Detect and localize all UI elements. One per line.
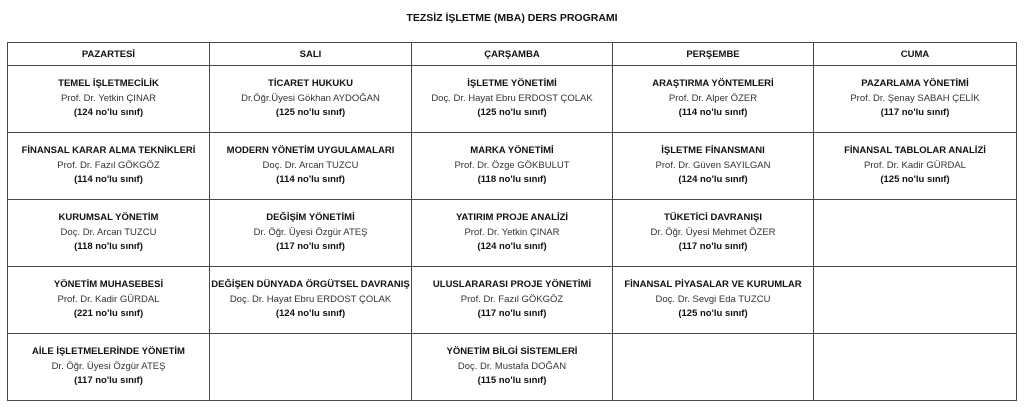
course-cell-monday [8,267,210,334]
classroom: (117 no'lu sınıf) [880,107,950,119]
instructor-name: Prof. Dr. Yetkin ÇINAR [60,92,157,104]
course-name: TEMEL İŞLETMECİLİK [58,78,159,90]
classroom: (125 no'lu sınıf) [678,308,748,320]
classroom: (115 no'lu sınıf) [477,375,547,387]
course-cell-tuesday [210,200,412,267]
classroom: (221 no'lu sınıf) [73,308,144,320]
course-name: İŞLETME FİNANSMANI [661,145,765,157]
table-row [8,334,1017,401]
instructor-name: Prof. Dr. Alper ÖZER [668,92,758,104]
day-header-tuesday: SALI [210,43,412,66]
empty-cell-friday [814,200,1017,267]
course-name: DEĞİŞİM YÖNETİMİ [266,212,355,224]
course-cell-friday [814,66,1017,133]
instructor-name: Prof. Dr. Şenay SABAH ÇELİK [850,92,980,104]
course-cell-thursday [613,133,814,200]
course-cell-wednesday [412,267,613,334]
classroom: (124 no'lu sınıf) [477,241,547,253]
course-cell-monday [8,334,210,401]
day-header-wednesday: ÇARŞAMBA [412,43,613,66]
course-cell-monday [8,66,210,133]
empty-cell-friday [814,267,1017,334]
instructor-name: Doç. Dr. Mustafa DOĞAN [457,360,567,372]
classroom: (117 no'lu sınıf) [276,241,345,253]
classroom: (114 no'lu sınıf) [74,174,143,186]
instructor-name: Doç. Dr. Sevgi Eda TUZCU [655,293,771,305]
course-name: TİCARET HUKUKU [268,78,353,90]
table-row [8,267,1017,334]
instructor-name: Prof. Dr. Yetkin ÇINAR [464,226,560,238]
classroom: (118 no'lu sınıf) [74,241,143,253]
course-cell-wednesday [412,334,613,401]
schedule-body [8,66,1017,401]
instructor-name: Prof. Dr. Kadir GÜRDAL [57,293,160,305]
classroom: (117 no'lu sınıf) [477,308,547,320]
classroom: (118 no'lu sınıf) [477,174,547,186]
classroom: (124 no'lu sınıf) [73,107,144,119]
course-name: MARKA YÖNETİMİ [470,145,554,157]
instructor-name: Doç. Dr. Hayat Ebru ERDOST ÇOLAK [229,293,392,305]
classroom: (125 no'lu sınıf) [477,107,547,119]
course-name: TÜKETİCİ DAVRANIŞI [664,212,762,224]
course-name: İŞLETME YÖNETİMİ [467,78,557,90]
course-cell-thursday [613,66,814,133]
classroom: (125 no'lu sınıf) [880,174,950,186]
classroom: (124 no'lu sınıf) [275,308,346,320]
course-name: ARAŞTIRMA YÖNTEMLERİ [652,78,774,90]
course-cell-wednesday [412,133,613,200]
course-cell-tuesday [210,66,412,133]
instructor-name: Prof. Dr. Fazıl GÖKGÖZ [57,159,160,171]
instructor-name: Dr. Öğr. Üyesi Mehmet ÖZER [650,226,776,238]
course-name: PAZARLAMA YÖNETİMİ [861,78,969,90]
classroom: (124 no'lu sınıf) [678,174,748,186]
course-cell-thursday [613,200,814,267]
instructor-name: Prof. Dr. Güven SAYILGAN [655,159,771,171]
course-name: FİNANSAL PİYASALAR VE KURUMLAR [624,279,802,291]
course-name: YATIRIM PROJE ANALİZİ [455,212,569,224]
course-cell-monday [8,200,210,267]
instructor-name: Prof. Dr. Fazıl GÖKGÖZ [460,293,564,305]
instructor-name: Prof. Dr. Özge GÖKBULUT [454,159,570,171]
classroom: (117 no'lu sınıf) [678,241,748,253]
page-title: TEZSİZ İŞLETME (MBA) DERS PROGRAMI [406,12,618,24]
table-row [8,200,1017,267]
empty-cell-tuesday [210,334,412,401]
course-cell-tuesday [210,133,412,200]
instructor-name: Dr. Öğr. Üyesi Özgür ATEŞ [51,360,166,372]
classroom: (114 no'lu sınıf) [276,174,345,186]
course-name: DEĞİŞEN DÜNYADA ÖRGÜTSEL DAVRANIŞ [211,279,410,291]
empty-cell-thursday [613,334,814,401]
course-cell-monday [8,133,210,200]
course-name: ULUSLARARASI PROJE YÖNETİMİ [432,279,592,291]
instructor-name: Prof. Dr. Kadir GÜRDAL [864,159,966,171]
course-cell-wednesday [412,66,613,133]
course-name: MODERN YÖNETİM UYGULAMALARI [226,145,395,157]
instructor-name: Dr. Öğr. Üyesi Özgür ATEŞ [253,226,368,238]
course-name: FİNANSAL KARAR ALMA TEKNİKLERİ [21,145,196,157]
instructor-name: Doç. Dr. Arcan TUZCU [60,226,157,238]
classroom: (125 no'lu sınıf) [275,107,346,119]
course-name: YÖNETİM MUHASEBESİ [53,279,164,291]
course-cell-tuesday [210,267,412,334]
course-name: AİLE İŞLETMELERİNDE YÖNETİM [32,346,185,358]
course-name: FİNANSAL TABLOLAR ANALİZİ [844,145,986,157]
course-name: YÖNETİM BİLGİ SİSTEMLERİ [446,346,578,358]
course-name: KURUMSAL YÖNETİM [58,212,159,224]
table-row [8,133,1017,200]
course-cell-friday [814,133,1017,200]
day-header-monday: PAZARTESİ [8,43,210,66]
day-header-friday: CUMA [814,43,1017,66]
table-row [8,66,1017,133]
day-header-thursday: PERŞEMBE [613,43,814,66]
empty-cell-friday [814,334,1017,401]
instructor-name: Doç. Dr. Arcan TUZCU [262,159,359,171]
course-cell-thursday [613,267,814,334]
instructor-name: Dr.Öğr.Üyesi Gökhan AYDOĞAN [241,92,380,104]
schedule-table [7,42,1017,401]
classroom: (114 no'lu sınıf) [678,107,748,119]
instructor-name: Doç. Dr. Hayat Ebru ERDOST ÇOLAK [431,92,593,104]
header-row [8,43,1017,66]
course-cell-wednesday [412,200,613,267]
classroom: (117 no'lu sınıf) [74,375,143,387]
